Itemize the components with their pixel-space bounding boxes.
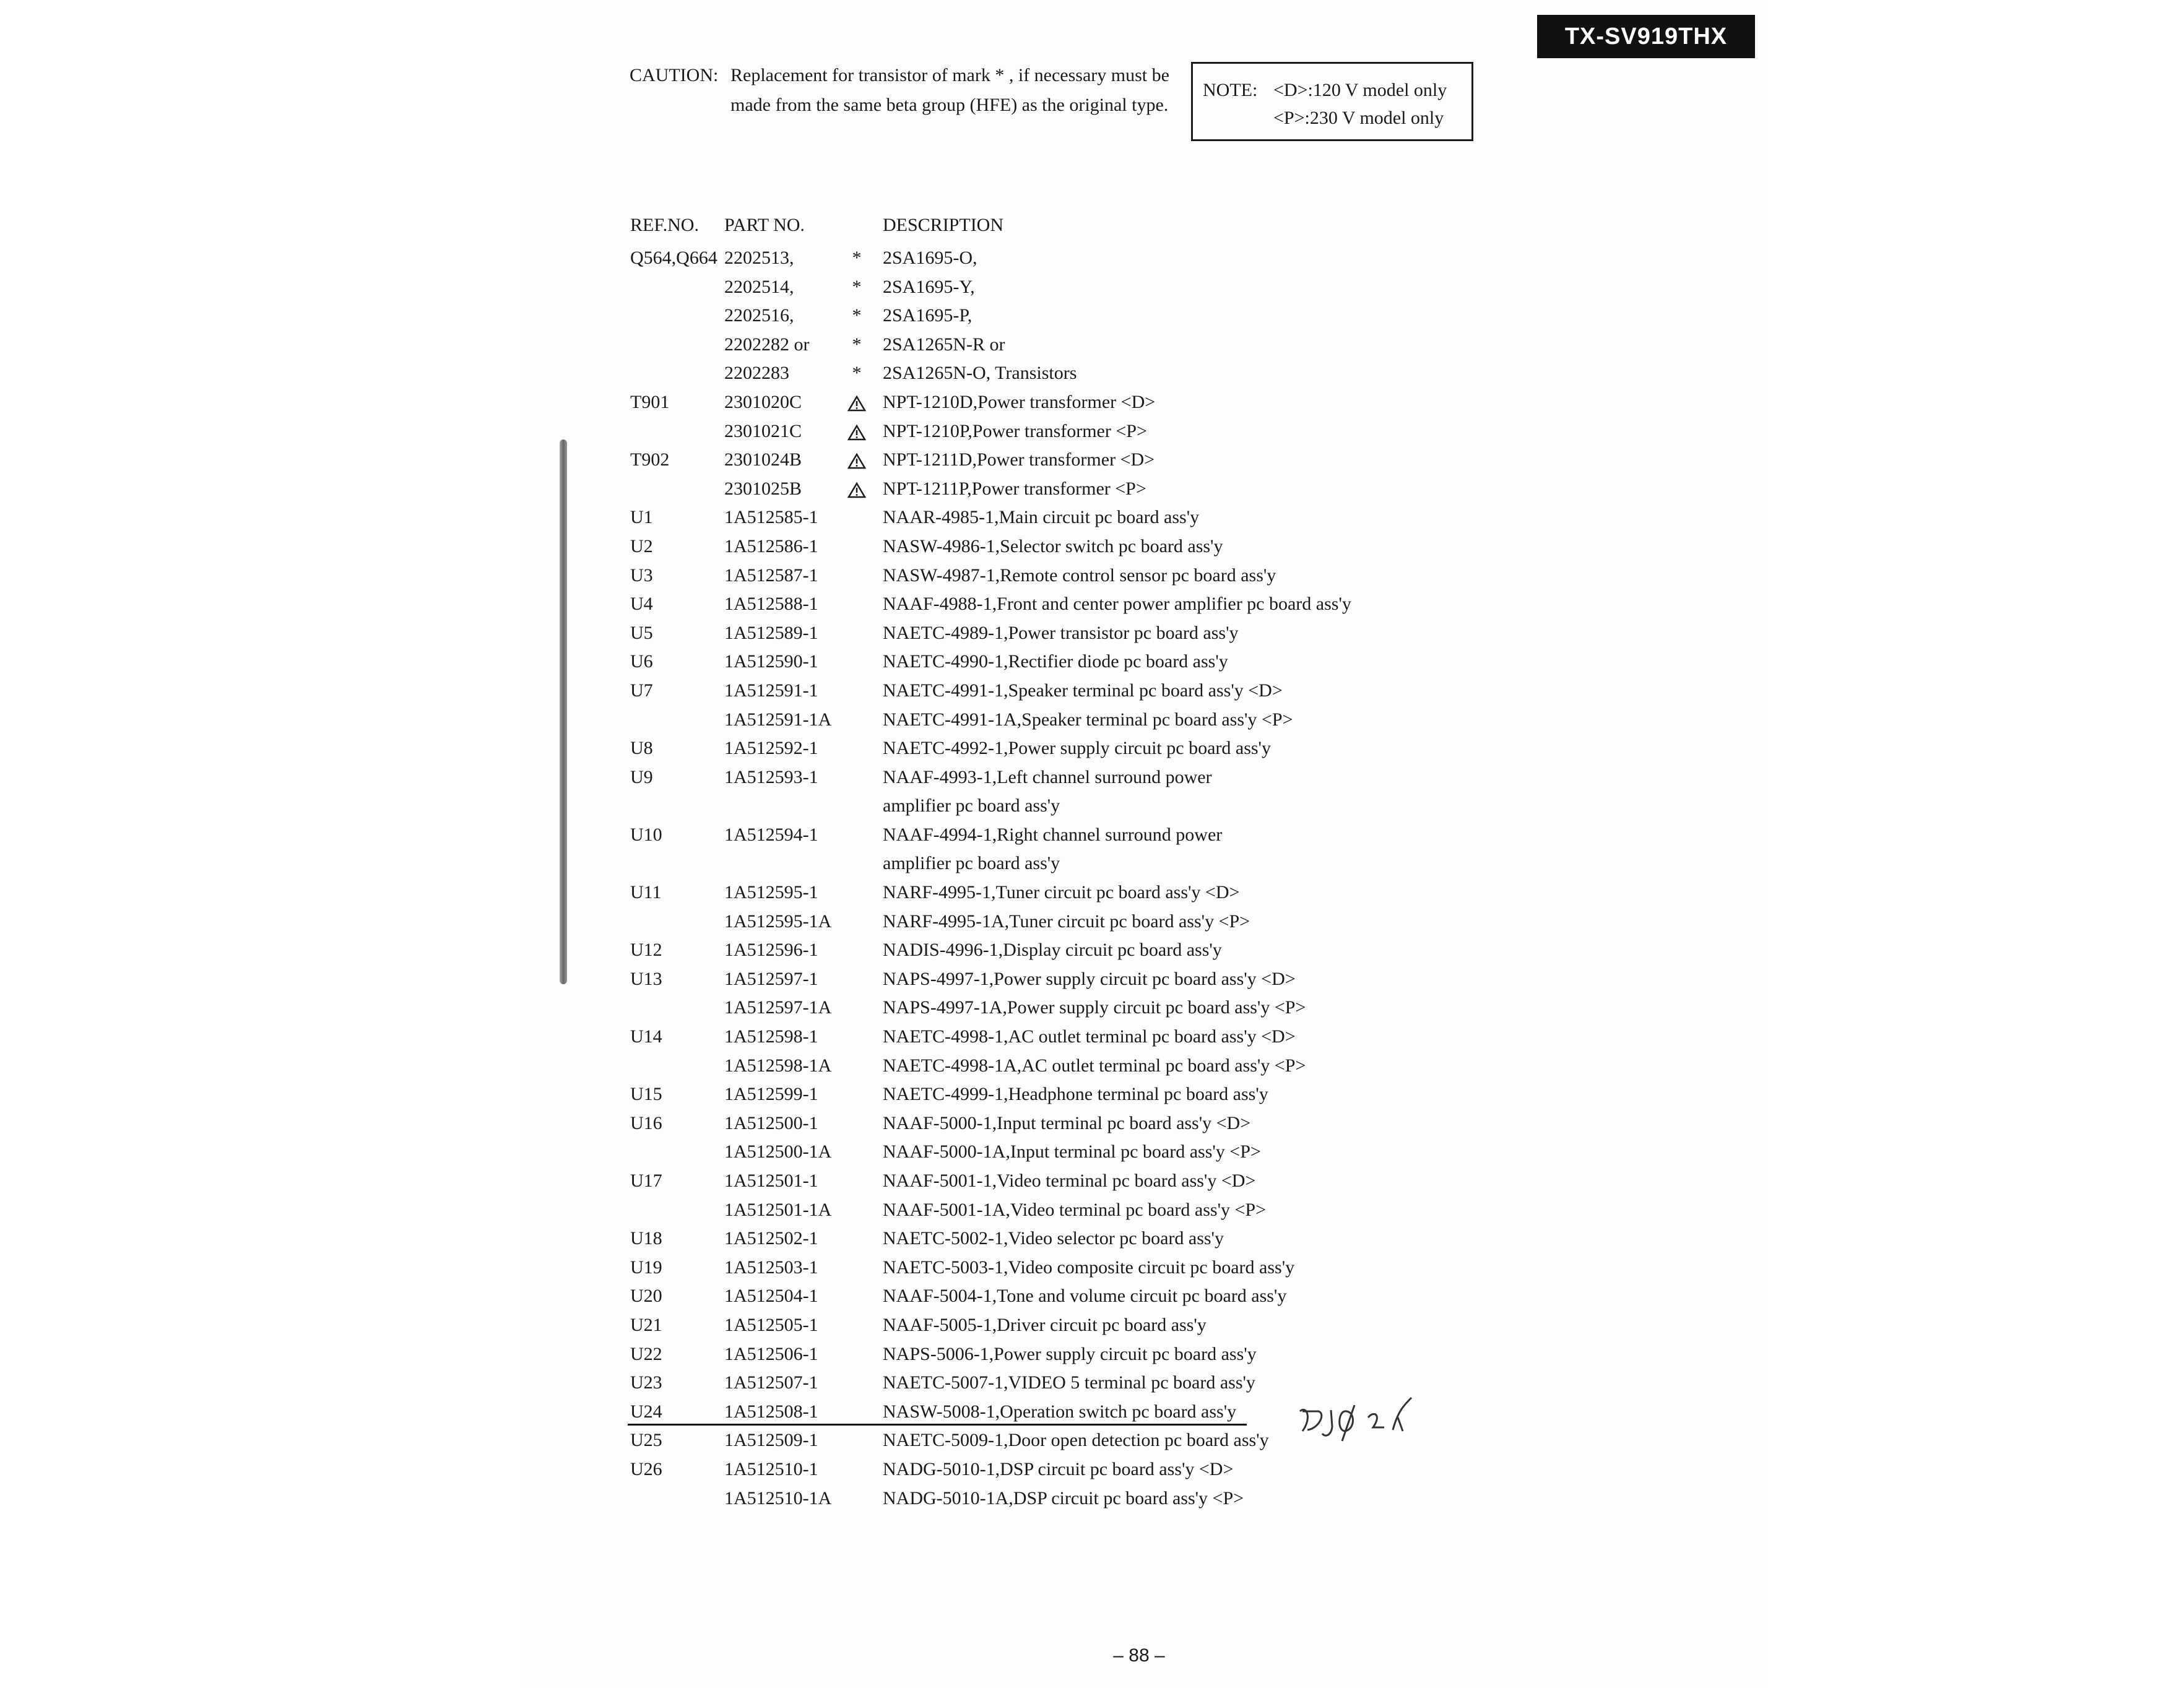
ref-no: U5 (630, 622, 653, 643)
ref-no: U20 (630, 1286, 662, 1307)
part-no: 2202516, (724, 305, 794, 326)
ref-no: U25 (630, 1430, 662, 1451)
ref-no: U19 (630, 1257, 662, 1278)
part-no: 1A512598-1A (724, 1055, 832, 1076)
ref-no: U22 (630, 1343, 662, 1364)
model-badge: TX-SV919THX (1537, 15, 1755, 58)
description: NPT-1211P,Power transformer <P> (883, 478, 1146, 499)
table-row (0, 1484, 2184, 1513)
part-no: 1A512594-1 (724, 824, 818, 845)
note-line-1: <D>:120 V model only (1273, 80, 1447, 100)
part-no: 1A512590-1 (724, 651, 818, 672)
table-row (0, 993, 2184, 1023)
safety-warning-icon (847, 475, 867, 503)
table-row (0, 1052, 2184, 1081)
part-no: 1A512591-1 (724, 680, 818, 701)
description: NAETC-5007-1,VIDEO 5 terminal pc board ass'y (883, 1372, 1255, 1393)
description: NAAF-5000-1,Input terminal pc board ass'y <D> (883, 1112, 1251, 1133)
ref-no: U7 (630, 680, 653, 701)
table-row (0, 1080, 2184, 1109)
part-no: 1A512599-1 (724, 1084, 818, 1105)
part-no: 1A512591-1A (724, 709, 832, 730)
description: NAETC-4998-1,AC outlet terminal pc board ass'y <D> (883, 1026, 1296, 1047)
transistor-mark: * (852, 363, 862, 384)
description: NPT-1210D,Power transformer <D> (883, 391, 1156, 412)
ref-no: U23 (630, 1372, 662, 1393)
parts-list (0, 244, 2184, 1513)
transistor-mark: * (852, 276, 862, 297)
binder-mark (560, 439, 567, 984)
description: 2SA1695-Y, (883, 276, 975, 297)
description: NAETC-5003-1,Video composite circuit pc board ass'y (883, 1257, 1295, 1278)
description: NAETC-4991-1A,Speaker terminal pc board ass'y <P> (883, 709, 1293, 730)
note-box (1191, 62, 1473, 141)
ref-no: U2 (630, 535, 653, 556)
table-row (0, 475, 2184, 504)
description: NAETC-5002-1,Video selector pc board ass'y (883, 1228, 1224, 1249)
ref-no: U1 (630, 507, 653, 528)
part-no: 2202514, (724, 276, 794, 297)
part-no: 1A512597-1 (724, 968, 818, 989)
description: amplifier pc board ass'y (883, 795, 1060, 816)
description: NPT-1211D,Power transformer <D> (883, 449, 1155, 470)
description: NAPS-5006-1,Power supply circuit pc board ass'y (883, 1343, 1257, 1364)
description: NPT-1210P,Power transformer <P> (883, 420, 1147, 441)
part-no: 1A512595-1 (724, 882, 818, 903)
part-no: 1A512587-1 (724, 565, 818, 586)
table-row (0, 1311, 2184, 1340)
table-row (0, 388, 2184, 417)
table-row (0, 706, 2184, 735)
part-no: 1A512510-1A (724, 1487, 832, 1508)
table-row (0, 1398, 2184, 1427)
table-row (0, 1196, 2184, 1225)
table-row (0, 532, 2184, 561)
table-row (0, 273, 2184, 302)
description: NAETC-4992-1,Power supply circuit pc board ass'y (883, 738, 1271, 759)
caution-text: Replacement for transistor of mark * , if necessary must be made from the same beta group (HFE) as the original type. (730, 65, 1169, 115)
table-row (0, 647, 2184, 677)
part-no: 1A512505-1 (724, 1314, 818, 1335)
part-no: 2202283 (724, 363, 789, 384)
ref-no: U10 (630, 824, 662, 845)
part-no: 1A512595-1A (724, 911, 832, 932)
table-row (0, 301, 2184, 331)
description: NAAF-5000-1A,Input terminal pc board ass'y <P> (883, 1141, 1261, 1162)
description: NAETC-4991-1,Speaker terminal pc board ass'y <D> (883, 680, 1283, 701)
description: 2SA1265N-R or (883, 334, 1005, 355)
ref-no: T901 (630, 391, 670, 412)
safety-warning-icon (847, 388, 867, 417)
ref-no: U17 (630, 1171, 662, 1191)
part-no: 1A512507-1 (724, 1372, 818, 1393)
column-header-description: DESCRIPTION (883, 215, 1004, 235)
safety-warning-icon (847, 446, 867, 474)
description: NAETC-5009-1,Door open detection pc board ass'y (883, 1430, 1269, 1451)
ref-no: T902 (630, 449, 670, 470)
part-no: 1A512509-1 (724, 1430, 818, 1451)
ref-no: U9 (630, 766, 653, 787)
table-row (0, 734, 2184, 763)
ref-no: U14 (630, 1026, 662, 1047)
table-row (0, 965, 2184, 994)
table-row (0, 331, 2184, 360)
table-row (0, 1167, 2184, 1196)
description: NAETC-4990-1,Rectifier diode pc board ass'y (883, 651, 1228, 672)
description: 2SA1695-P, (883, 305, 973, 326)
description: 2SA1265N-O, Transistors (883, 363, 1077, 384)
table-row (0, 1138, 2184, 1167)
table-row (0, 1340, 2184, 1369)
table-row (0, 1455, 2184, 1484)
part-no: 2301021C (724, 420, 802, 441)
transistor-mark: * (852, 248, 862, 268)
part-no: 1A512585-1 (724, 507, 818, 528)
ref-no: U3 (630, 565, 653, 586)
part-no: 1A512597-1A (724, 997, 832, 1018)
table-row (0, 849, 2184, 878)
part-no: 1A512596-1 (724, 940, 818, 961)
description: NASW-4987-1,Remote control sensor pc board ass'y (883, 565, 1276, 586)
table-row (0, 244, 2184, 273)
table-row (0, 1369, 2184, 1398)
part-no: 1A512510-1 (724, 1458, 818, 1479)
part-no: 1A512593-1 (724, 766, 818, 787)
part-no: 1A512598-1 (724, 1026, 818, 1047)
part-no: 1A512500-1 (724, 1112, 818, 1133)
table-row (0, 1282, 2184, 1311)
table-row (0, 561, 2184, 591)
description: NAPS-4997-1,Power supply circuit pc board ass'y <D> (883, 968, 1296, 989)
ref-no: U16 (630, 1112, 662, 1133)
part-no: 1A512506-1 (724, 1343, 818, 1364)
description: NAETC-4998-1A,AC outlet terminal pc board ass'y <P> (883, 1055, 1306, 1076)
part-no: 1A512586-1 (724, 535, 818, 556)
column-header-part: PART NO. (724, 215, 805, 235)
table-row (0, 1023, 2184, 1052)
ref-no: Q564,Q664 (630, 248, 717, 268)
description: NAAF-5004-1,Tone and volume circuit pc board ass'y (883, 1286, 1287, 1307)
description: NARF-4995-1A,Tuner circuit pc board ass'y <P> (883, 911, 1250, 932)
description: NADG-5010-1,DSP circuit pc board ass'y <D> (883, 1458, 1234, 1479)
table-row (0, 1224, 2184, 1253)
handwritten-initials (1294, 1393, 1418, 1448)
ref-no: U18 (630, 1228, 662, 1249)
part-no: 1A512501-1 (724, 1171, 818, 1191)
description: NAETC-4999-1,Headphone terminal pc board ass'y (883, 1084, 1268, 1105)
table-row (0, 1426, 2184, 1455)
table-row (0, 590, 2184, 619)
ref-no: U8 (630, 738, 653, 759)
table-row (0, 503, 2184, 532)
ref-no: U4 (630, 594, 653, 615)
part-no: 1A512501-1A (724, 1199, 832, 1220)
ref-no: U13 (630, 968, 662, 989)
description: NAAF-5001-1A,Video terminal pc board ass'y <P> (883, 1199, 1267, 1220)
ref-no: U15 (630, 1084, 662, 1105)
part-no: 1A512502-1 (724, 1228, 818, 1249)
description: NADIS-4996-1,Display circuit pc board ass'y (883, 940, 1222, 961)
ref-no: U21 (630, 1314, 662, 1335)
description: NAETC-4989-1,Power transistor pc board ass'y (883, 622, 1239, 643)
table-row (0, 417, 2184, 446)
ref-no: U12 (630, 940, 662, 961)
description: NADG-5010-1A,DSP circuit pc board ass'y <P> (883, 1487, 1244, 1508)
description: 2SA1695-O, (883, 248, 977, 268)
description: NAAR-4985-1,Main circuit pc board ass'y (883, 507, 1200, 528)
transistor-mark: * (852, 334, 862, 355)
table-row (0, 677, 2184, 706)
column-header-ref: REF.NO. (630, 215, 699, 235)
part-no: 2202282 or (724, 334, 810, 355)
ref-no: U11 (630, 882, 662, 903)
description: NAAF-4993-1,Left channel surround power (883, 766, 1212, 787)
page-number: – 88 – (1113, 1645, 1165, 1666)
table-row (0, 446, 2184, 475)
table-row (0, 1109, 2184, 1138)
part-no: 1A512508-1 (724, 1401, 818, 1422)
table-row (0, 359, 2184, 388)
part-no: 2301024B (724, 449, 802, 470)
part-no: 2202513, (724, 248, 794, 268)
table-row (0, 792, 2184, 821)
safety-warning-icon (847, 417, 867, 446)
table-row (0, 878, 2184, 907)
part-no: 1A512500-1A (724, 1141, 832, 1162)
note-label: NOTE: (1203, 80, 1258, 100)
part-no: 1A512588-1 (724, 594, 818, 615)
note-line-2: <P>:230 V model only (1273, 108, 1444, 128)
transistor-mark: * (852, 305, 862, 326)
ref-no: U6 (630, 651, 653, 672)
description: amplifier pc board ass'y (883, 853, 1060, 874)
description: NAAF-4994-1,Right channel surround power (883, 824, 1223, 845)
description: NAPS-4997-1A,Power supply circuit pc board ass'y <P> (883, 997, 1306, 1018)
description: NASW-5008-1,Operation switch pc board ass'y (883, 1401, 1237, 1422)
part-no: 1A512503-1 (724, 1257, 818, 1278)
table-row (0, 1253, 2184, 1283)
caution-label: CAUTION: (630, 65, 719, 85)
description: NASW-4986-1,Selector switch pc board ass'y (883, 535, 1223, 556)
ref-no: U24 (630, 1401, 662, 1422)
table-row (0, 821, 2184, 850)
description: NAAF-5001-1,Video terminal pc board ass'y <D> (883, 1171, 1256, 1191)
part-no: 2301020C (724, 391, 802, 412)
description: NAAF-5005-1,Driver circuit pc board ass'y (883, 1314, 1207, 1335)
table-row (0, 619, 2184, 648)
description: NARF-4995-1,Tuner circuit pc board ass'y <D> (883, 882, 1240, 903)
part-no: 1A512592-1 (724, 738, 818, 759)
part-no: 2301025B (724, 478, 802, 499)
part-no: 1A512504-1 (724, 1286, 818, 1307)
part-no: 1A512589-1 (724, 622, 818, 643)
description: NAAF-4988-1,Front and center power amplifier pc board ass'y (883, 594, 1351, 615)
table-row (0, 907, 2184, 937)
ref-no: U26 (630, 1458, 662, 1479)
table-row (0, 936, 2184, 965)
table-row (0, 763, 2184, 792)
